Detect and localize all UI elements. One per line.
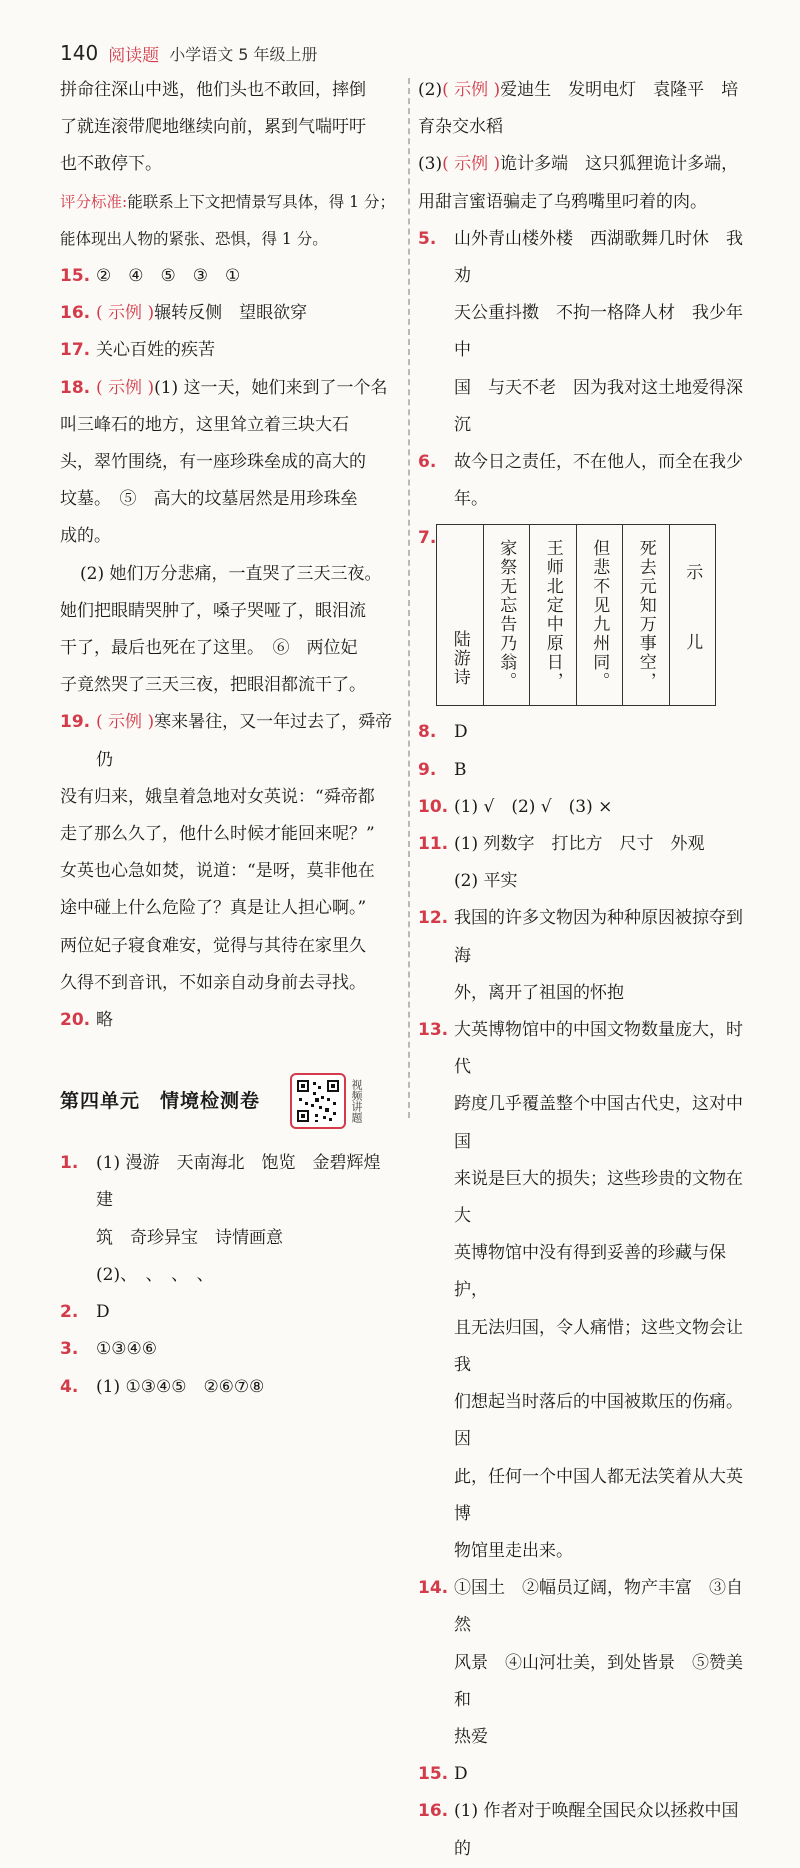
book-title: 小学语文 5 年级上册	[169, 44, 318, 64]
poem-title: 示 儿	[669, 525, 716, 705]
answer-16: 16. ( 示例 )辗转反侧 望眼欲穿	[60, 303, 308, 324]
answer-15: 15. ② ④ ⑤ ③ ①	[60, 266, 241, 287]
answer-18: 18. ( 示例 )(1) 这一天，她们来到了一个名	[60, 377, 388, 398]
answer-14: 14. ①国土 ②幅员辽阔，物产丰富 ③自然 风景 ④山河壮美，到处皆景 ⑤赞美和 热爱	[418, 1578, 743, 1747]
unit4-answer-4: 4. (1) ①③④⑤ ②⑥⑦⑧	[60, 1376, 265, 1397]
answer-7-poem: 7. 示 儿 死去元知万事空， 但悲不见九州同。 王师北定中原日， 家祭无忘告乃翁。 陆游诗	[418, 520, 754, 710]
video-qr-block[interactable]	[290, 1073, 398, 1129]
rubric-label: 评分标准:	[60, 192, 128, 211]
answer-10: 10. (1) √ (2) √ (3) ×	[418, 796, 613, 817]
unit4-answer-3: 3. ①③④⑥	[60, 1339, 157, 1360]
answer-20: 20. 略	[60, 1010, 113, 1031]
unit4-answer-1: 1. (1) 漫游 天南海北 饱览 金碧辉煌 建 筑 奇珍异宝 诗情画意 (2)、 、 、 、	[60, 1153, 398, 1285]
poem-author: 陆游诗	[449, 630, 470, 688]
poem-line: 王师北定中原日，	[529, 525, 576, 705]
video-label: 视频讲题	[350, 1079, 363, 1124]
answer-r3: (3)( 示例 )诡计多端 这只狐狸诡计多端， 用甜言蜜语骗走了乌鸦嘴里叼着的肉。	[418, 154, 739, 212]
answer-r2: (2)( 示例 )爱迪生 发明电灯 袁隆平 培 育杂交水稻	[418, 80, 739, 138]
answer-5: 5. 山外青山楼外楼 西湖歌舞几时休 我劝 天公重抖擞 不拘一格降人材 我少年中 国 与天不老 因为我对这土地爱得深沉	[418, 228, 743, 435]
answer-12: 12. 我国的许多文物因为种种原因被掠夺到海 外，离开了祖国的怀抱	[418, 908, 743, 1003]
answer-11: 11. (1) 列数字 打比方 尺寸 外观 (2) 平实	[418, 834, 705, 892]
answer-6: 6. 故今日之责任，不在他人，而全在我少年。	[418, 452, 743, 510]
section-title: 第四单元 情境检测卷	[60, 1089, 261, 1112]
left-column	[60, 72, 398, 1406]
poem-line: 但悲不见九州同。	[576, 525, 623, 705]
poem-table	[436, 524, 716, 706]
answer-16-right: 16. (1) 作者对于唤醒全国民众以拯救中国的	[418, 1801, 739, 1859]
answer-15-right: 15. D	[418, 1764, 468, 1785]
answer-19: 19. ( 示例 )寒来暑往，又一年过去了，舜帝仍	[60, 712, 393, 770]
answer-8: 8. D	[418, 722, 468, 743]
page-header	[60, 40, 318, 66]
unit4-answer-2: 2. D	[60, 1302, 110, 1323]
column-divider	[408, 78, 410, 1118]
poem-line: 死去元知万事空，	[622, 525, 669, 705]
section-tag: 阅读题	[108, 45, 160, 66]
unit-section-header	[60, 1071, 398, 1131]
answer-18-body: 叫三峰石的地方，这里耸立着三块大石 头，翠竹围绕，有一座珍珠垒成的高大的 坟墓。 ⑤ 高大的坟墓居然是用珍珠垒 成的。 (2) 她们万分悲痛，一直哭了三天三夜。 她们把眼睛哭肿了，嗓子哭哑了，眼泪流 干了，最后也死在了这里。 ⑥ 两位妃 子竟然哭了三天三夜，把眼泪都流干了。	[60, 414, 382, 696]
qr-code-icon[interactable]	[290, 1073, 346, 1129]
page-number: 140	[60, 41, 99, 65]
scoring-rubric: 评分标准:能联系上下文把情景写具体，得 1 分； 能体现出人物的紧张、恐惧，得 1 分。	[60, 192, 395, 248]
right-column	[418, 72, 754, 1868]
answer-13: 13. 大英博物馆中的中国文物数量庞大，时代 跨度几乎覆盖整个中国古代史，这对中国 来说是巨大的损失；这些珍贵的文物在大 英博物馆中没有得到妥善的珍藏与保护， 且无法归国，令人痛惜；这些文物会让我 们想起当时落后的中国被欺压的伤痛。因 此，任何一个中国人都无法笑着从大英博 物馆里走出来。	[418, 1020, 743, 1561]
answer-17: 17. 关心百姓的疾苦	[60, 340, 215, 361]
answer-9: 9. B	[418, 759, 467, 780]
answer-14-continuation: 拼命往深山中逃，他们头也不敢回，摔倒 了就连滚带爬地继续向前，累到气喘吁吁 也不敢停下。	[60, 80, 366, 175]
answer-19-body: 没有归来，娥皇着急地对女英说：“舜帝都 走了那么久了，他什么时候才能回来呢？” 女英也心急如焚，说道：“是呀，莫非他在 途中碰上什么危险了？真是让人担心啊。” 两位妃子寝食难安，觉得与其待在家里久 久得不到音讯，不如亲自动身前去寻找。	[60, 786, 375, 993]
poem-line: 家祭无忘告乃翁。	[483, 525, 530, 705]
